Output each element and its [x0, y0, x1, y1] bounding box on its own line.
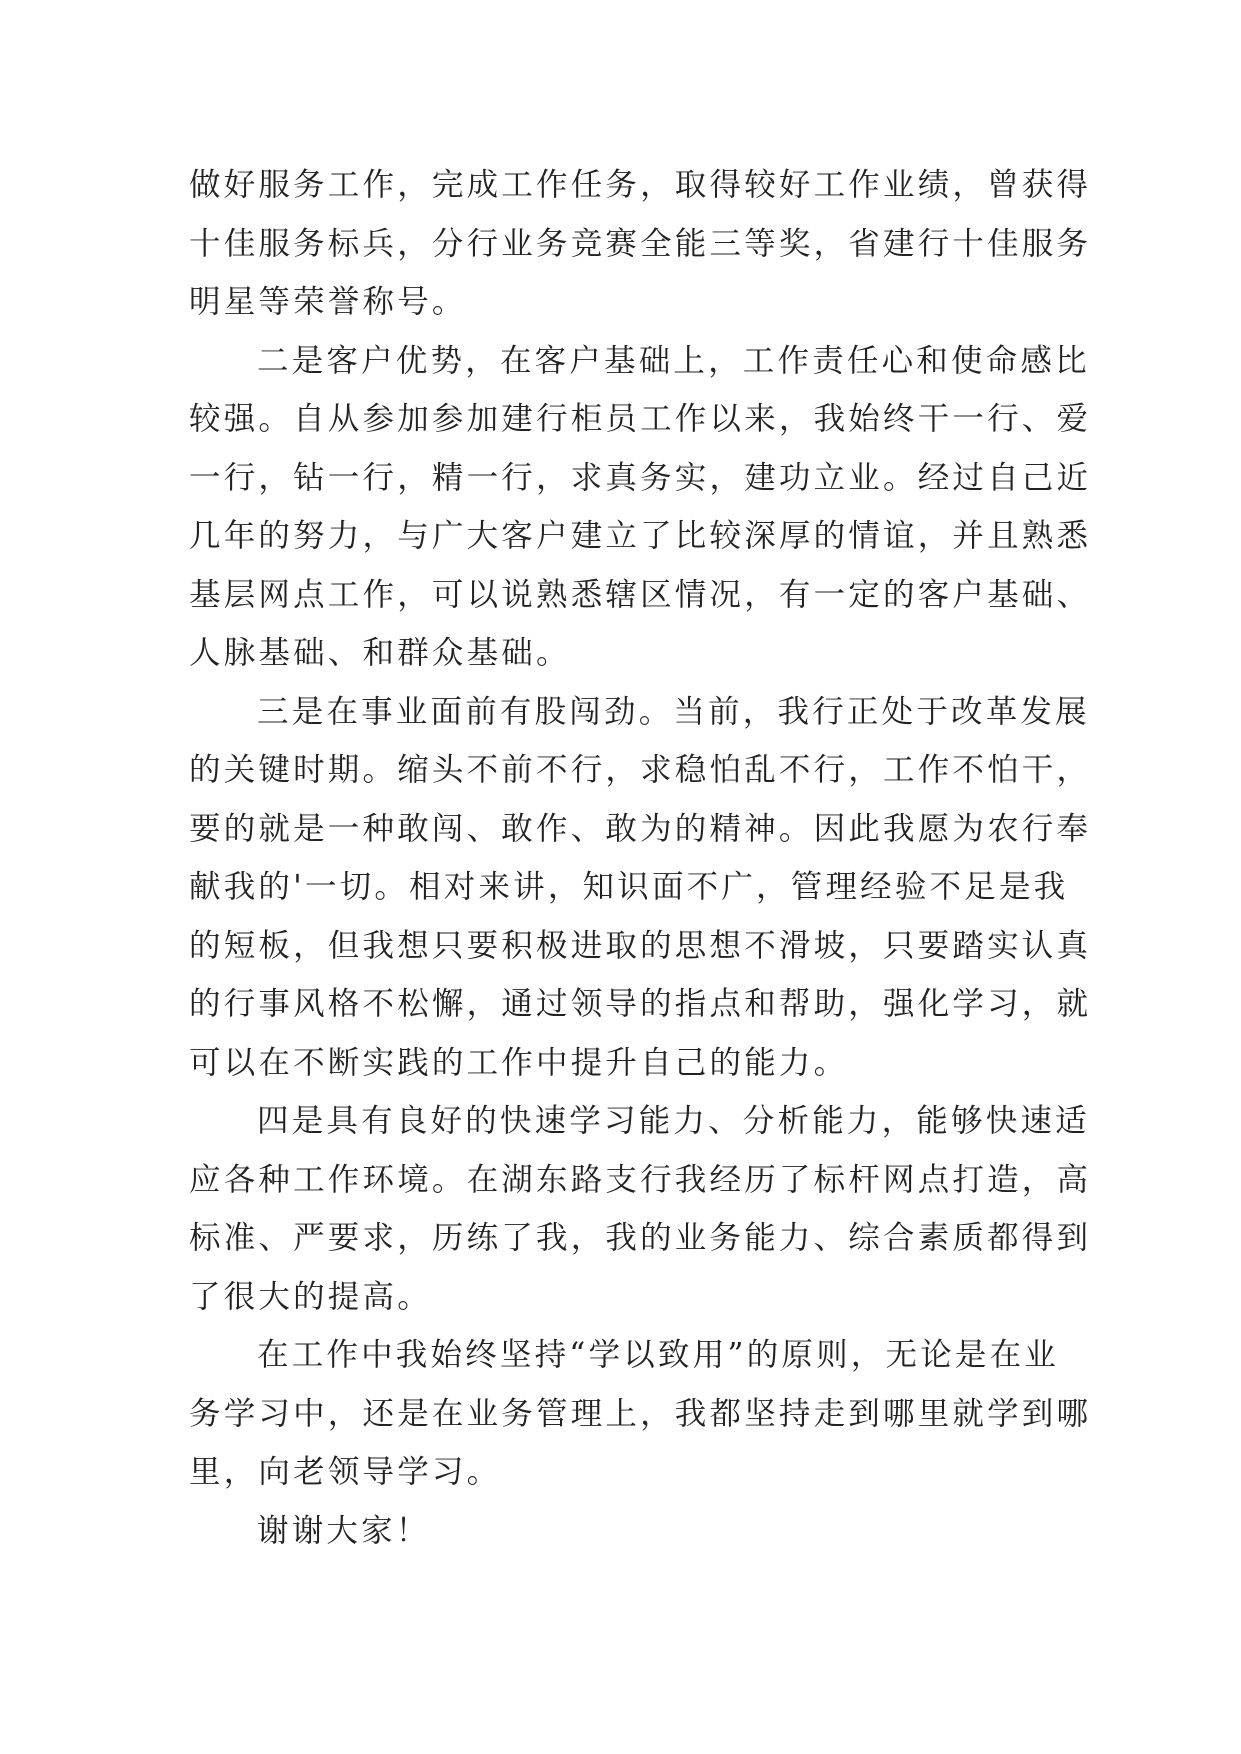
- text-line: 应各种工作环境。在湖东路支行我经历了标杆网点打造，高: [189, 1161, 1092, 1198]
- text-line: 可以在不断实践的工作中提升自己的能力。: [189, 1044, 849, 1081]
- paragraph-5: [189, 1326, 1092, 1502]
- text-line: 了很大的提高。: [189, 1278, 432, 1315]
- text-line: 二是客户优势，在客户基础上，工作责任心和使命感比: [257, 342, 1090, 379]
- text-line: 较强。自从参加参加建行柜员工作以来，我始终干一行、爱: [189, 401, 1092, 437]
- text-line: 要的就是一种敢闯、敢作、敢为的精神。因此我愿为农行奉: [189, 810, 1092, 847]
- text-line: 的短板，但我想只要积极进取的思想不滑坡，只要踏实认真: [189, 927, 1092, 964]
- text-line: 做好服务工作，完成工作任务，取得较好工作业绩，曾获得: [189, 167, 1092, 203]
- text-line: 里，向老领导学习。: [189, 1454, 502, 1490]
- text-line: 的关键时期。缩头不前不行，求稳怕乱不行，工作不怕干，: [189, 752, 1092, 788]
- closing-paragraph: [189, 1502, 1069, 1561]
- text-line: 献我的'一切。相对来讲，知识面不广，管理经验不足是我: [189, 869, 1069, 905]
- document-body: [189, 156, 1092, 1560]
- paragraph-4: [189, 1092, 1092, 1326]
- text-line: 十佳服务标兵，分行业务竞赛全能三等奖，省建行十佳服务: [189, 225, 1092, 262]
- text-line: 一行，钻一行，精一行，求真务实，建功立业。经过自己近: [189, 459, 1092, 496]
- text-line: 标准、严要求，历练了我，我的业务能力、综合素质都得到: [189, 1220, 1092, 1256]
- text-line: 基层网点工作，可以说熟悉辖区情况，有一定的客户基础、: [189, 576, 1092, 613]
- text-line: 三是在事业面前有股闯劲。当前，我行正处于改革发展: [257, 693, 1090, 730]
- closing-line: 谢谢大家！: [257, 1512, 431, 1549]
- paragraph-1: [189, 156, 1092, 332]
- text-line: 务学习中，还是在业务管理上，我都坚持走到哪里就学到哪: [189, 1395, 1092, 1432]
- paragraph-3: [189, 683, 1092, 1093]
- text-line: 的行事风格不松懈，通过领导的指点和帮助，强化学习，就: [189, 986, 1092, 1022]
- text-line: 明星等荣誉称号。: [189, 284, 467, 320]
- text-line: 在工作中我始终坚持“学以致用”的原则，无论是在业: [257, 1337, 1060, 1373]
- text-line: 人脉基础、和群众基础。: [189, 635, 571, 671]
- text-line: 四是具有良好的快速学习能力、分析能力，能够快速适: [257, 1103, 1090, 1139]
- paragraph-2: [189, 332, 1092, 683]
- text-line: 几年的努力，与广大客户建立了比较深厚的情谊，并且熟悉: [189, 518, 1092, 554]
